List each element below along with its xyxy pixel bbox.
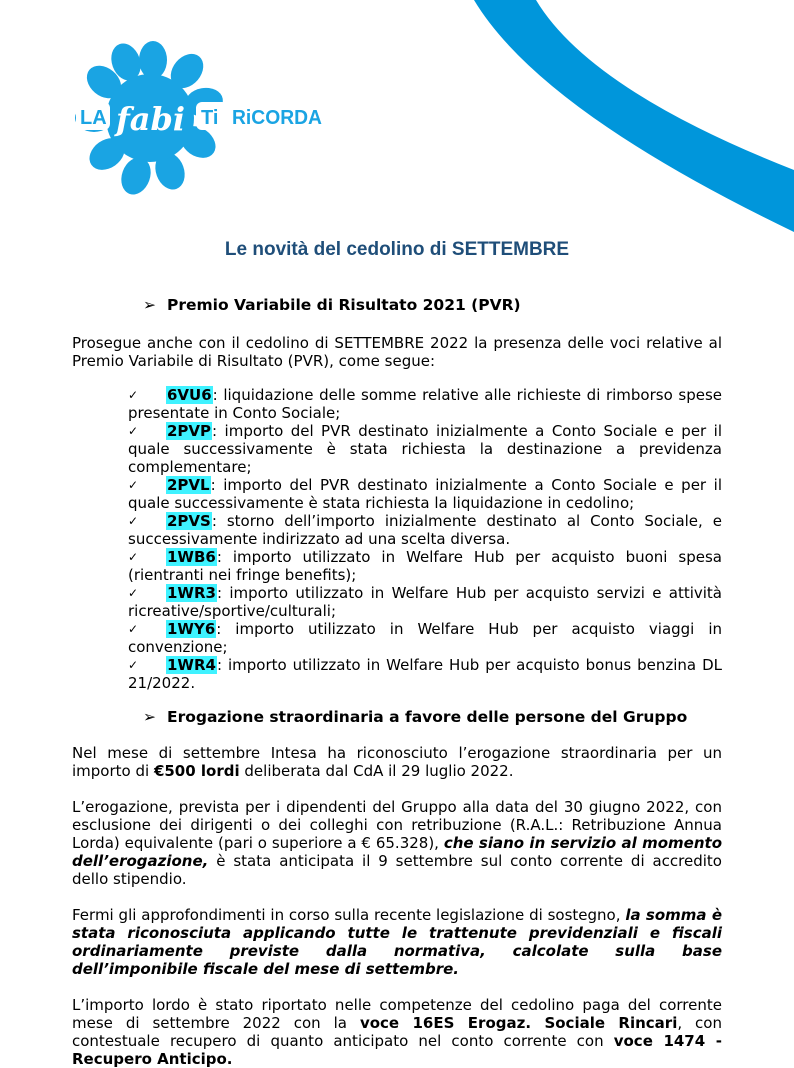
voce-code: voce 16ES Erogaz. Sociale Rincari	[359, 1014, 678, 1032]
check-icon: ✓	[128, 424, 139, 438]
text: è stata anticipata il 9 settembre sul conto corrente di accredito dello stipendio.	[72, 852, 722, 888]
arrow-bullet-icon: ➢	[143, 708, 156, 726]
text: , con contestuale recupero di quanto anticipato nel conto corrente con	[72, 1014, 722, 1050]
page-title: Le novità del cedolino di SETTEMBRE	[224, 239, 570, 260]
check-icon: ✓	[128, 586, 139, 600]
emphasis: la somma è stata riconosciuta applicando tutte le trattenute previdenziali e fiscali ordinariamente previste dalla normativa, calcolate sulla base dell’imponibile fiscale del mese di settembre.	[72, 906, 722, 978]
list-item	[128, 620, 722, 656]
check-icon: ✓	[128, 550, 139, 564]
pvr-code-list	[128, 386, 722, 692]
paragraph-erogazione-4	[72, 996, 722, 1068]
code-label: 6VU6	[167, 386, 212, 404]
item-text: : importo utilizzato in Welfare Hub per acquisto buoni spesa (rientranti nei fringe benefits);	[128, 548, 722, 584]
section2-heading	[143, 708, 687, 726]
item-text: : importo utilizzato in Welfare Hub per acquisto bonus benzina DL 21/2022.	[128, 656, 722, 692]
paragraph-erogazione-2	[72, 798, 722, 888]
paragraph-erogazione-3	[72, 906, 722, 978]
text: Fermi gli approfondimenti in corso sulla recente legislazione di sostegno,	[72, 906, 626, 924]
emphasis: che siano in servizio al momento dell’erogazione,	[72, 834, 722, 870]
text: Nel mese di settembre Intesa ha riconosciuto l’erogazione straordinaria per un importo di	[72, 744, 722, 780]
section1-intro: Prosegue anche con il cedolino di SETTEMBRE 2022 la presenza delle voci relative al Premio Variabile di Risultato (PVR), come segue:	[72, 334, 722, 370]
code-label: 2PVS	[167, 512, 211, 530]
list-item	[128, 512, 722, 548]
section2-heading-text: Erogazione straordinaria a favore delle persone del Gruppo	[167, 708, 688, 726]
voce-code: voce 1474 - Recupero Anticipo.	[72, 1032, 722, 1068]
check-icon: ✓	[128, 514, 139, 528]
item-text: : importo del PVR destinato inizialmente a Conto Sociale e per il quale successivamente è stata richiesta la liquidazione in cedolino;	[128, 476, 722, 512]
code-label: 1WB6	[167, 548, 216, 566]
logo-fabi: fabi	[116, 100, 186, 138]
check-icon: ✓	[128, 478, 139, 492]
item-text: : importo del PVR destinato inizialmente a Conto Sociale e per il quale successivamente è stata richiesta la destinazione a previdenza complementare;	[128, 422, 722, 476]
fabi-logo	[70, 38, 330, 203]
logo-la: LA	[80, 107, 107, 129]
code-label: 1WR3	[167, 584, 216, 602]
item-text: : importo utilizzato in Welfare Hub per acquisto viaggi in convenzione;	[128, 620, 722, 656]
code-label: 1WR4	[167, 656, 216, 674]
check-icon: ✓	[128, 388, 139, 402]
list-item	[128, 656, 722, 692]
code-label: 2PVL	[167, 476, 210, 494]
item-text: : liquidazione delle somme relative alle richieste di rimborso spese presentate in Conto Sociale;	[128, 386, 722, 422]
code-label: 1WY6	[167, 620, 216, 638]
logo-ricorda: RiCORDA	[232, 107, 322, 129]
list-item	[128, 476, 722, 512]
text: L’importo lordo è stato riportato nelle competenze del cedolino paga del corrente mese di settembre 2022 con la	[72, 996, 722, 1032]
list-item	[128, 422, 722, 476]
code-label: 2PVP	[167, 422, 212, 440]
item-text: : storno dell’importo inizialmente destinato al Conto Sociale, e successivamente indirizzato ad una scelta diversa.	[128, 512, 722, 548]
text: deliberata dal CdA il 29 luglio 2022.	[239, 762, 514, 780]
paragraph-erogazione-1	[72, 744, 722, 780]
item-text: : importo utilizzato in Welfare Hub per acquisto servizi e attività ricreative/sportive/culturali;	[128, 584, 722, 620]
arrow-bullet-icon: ➢	[143, 296, 156, 314]
section1-heading	[143, 296, 521, 314]
list-item	[128, 584, 722, 620]
check-icon: ✓	[128, 622, 139, 636]
list-item	[128, 548, 722, 584]
section1-heading-text: Premio Variabile di Risultato 2021 (PVR)	[167, 296, 521, 314]
logo-ti: Ti	[201, 107, 219, 129]
list-item	[128, 386, 722, 422]
check-icon: ✓	[128, 658, 139, 672]
amount: €500 lordi	[153, 762, 240, 780]
text: L’erogazione, prevista per i dipendenti del Gruppo alla data del 30 giugno 2022, con esclusione dei dirigenti o dei colleghi con retribuzione (R.A.L.: Retribuzione Annua Lorda) equivalente (pari o superiore a € 65.328),	[72, 798, 722, 852]
